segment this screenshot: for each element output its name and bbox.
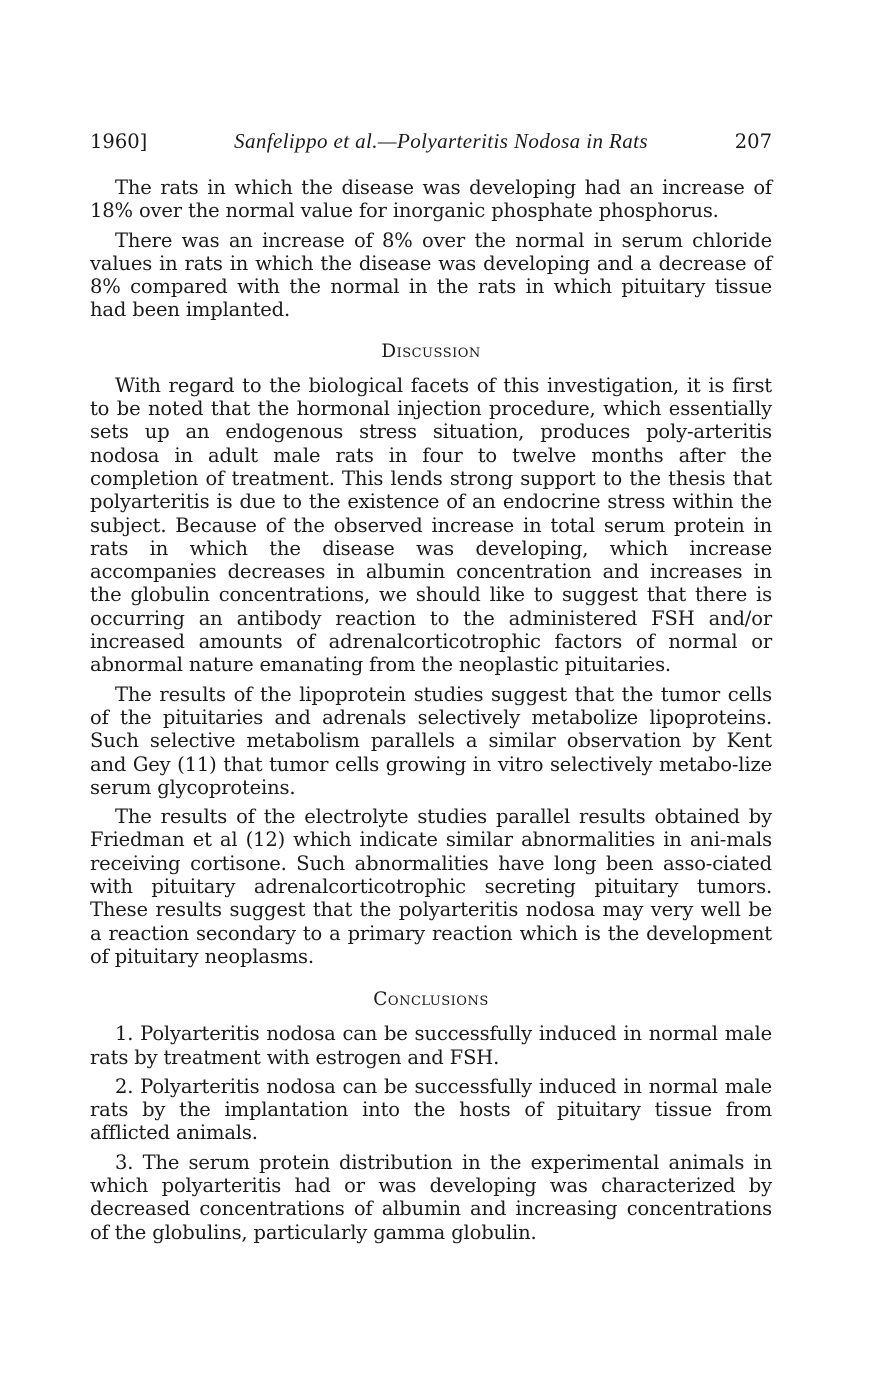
list-item: 3. The serum protein distribution in the experimental animals in which polyarteritis had or was developing was characterized by decreased concentrations of albumin and increasing concentrations of the globulins, particularly gamma globulin.	[90, 1150, 772, 1244]
running-head-year: 1960]	[90, 130, 148, 153]
journal-page	[90, 128, 772, 1250]
conclusions-list	[90, 1022, 772, 1244]
discussion-heading: Discussion	[381, 340, 481, 362]
paragraph: With regard to the biological facets of this investigation, it is first to be noted that the hormonal injection procedure, which essentially sets up an endogenous stress situation, produces poly-arteritis nodosa in adult male rats in four to twelve months after the completion of treatment. This lends strong support to the thesis that polyarteritis is due to the existence of an endocrine stress within the subject. Because of the observed increase in total serum protein in rats in which the disease was developing, which increase accompanies decreases in albumin concentration and increases in the globulin concentrations, we should like to suggest that there is occurring an antibody reaction to the administered FSH and/or increased amounts of adrenalcorticotrophic factors of normal or abnormal nature emanating from the neoplastic pituitaries.	[90, 373, 772, 677]
page-number: 207	[734, 130, 772, 153]
list-item: 1. Polyarteritis nodosa can be successfully induced in normal male rats by treatment with estrogen and FSH.	[90, 1022, 772, 1069]
paragraph: The results of the electrolyte studies parallel results obtained by Friedman et al (12) which indicate similar abnormalities in ani-mals receiving cortisone. Such abnormalities have long been asso-ciated with pituitary adrenalcorticotrophic secreting pituitary tumors. These results suggest that the polyarteritis nodosa may very well be a reaction secondary to a primary reaction which is the development of pituitary neoplasms.	[90, 805, 772, 968]
paragraph: The results of the lipoprotein studies suggest that the tumor cells of the pituitaries and adrenals selectively metabolize lipoproteins. Such selective metabolism parallels a similar observation by Kent and Gey (11) that tumor cells growing in vitro selectively metabo-lize serum glycoproteins.	[90, 682, 772, 799]
results-section	[90, 176, 772, 322]
paragraph: The rats in which the disease was developing had an increase of 18% over the normal value for inorganic phosphate phosphorus.	[90, 176, 772, 223]
running-head	[90, 128, 772, 155]
paragraph: There was an increase of 8% over the normal in serum chloride values in rats in which the disease was developing and a decrease of 8% compared with the normal in the rats in which pituitary tissue had been implanted.	[90, 228, 772, 322]
conclusions-heading: Conclusions	[373, 989, 489, 1011]
discussion-section	[90, 374, 772, 968]
list-item: 2. Polyarteritis nodosa can be successfully induced in normal male rats by the implantation into the hosts of pituitary tissue from afflicted animals.	[90, 1074, 772, 1145]
running-head-title: Sanfelippo et al.—Polyarteritis Nodosa in Rats	[234, 129, 648, 153]
